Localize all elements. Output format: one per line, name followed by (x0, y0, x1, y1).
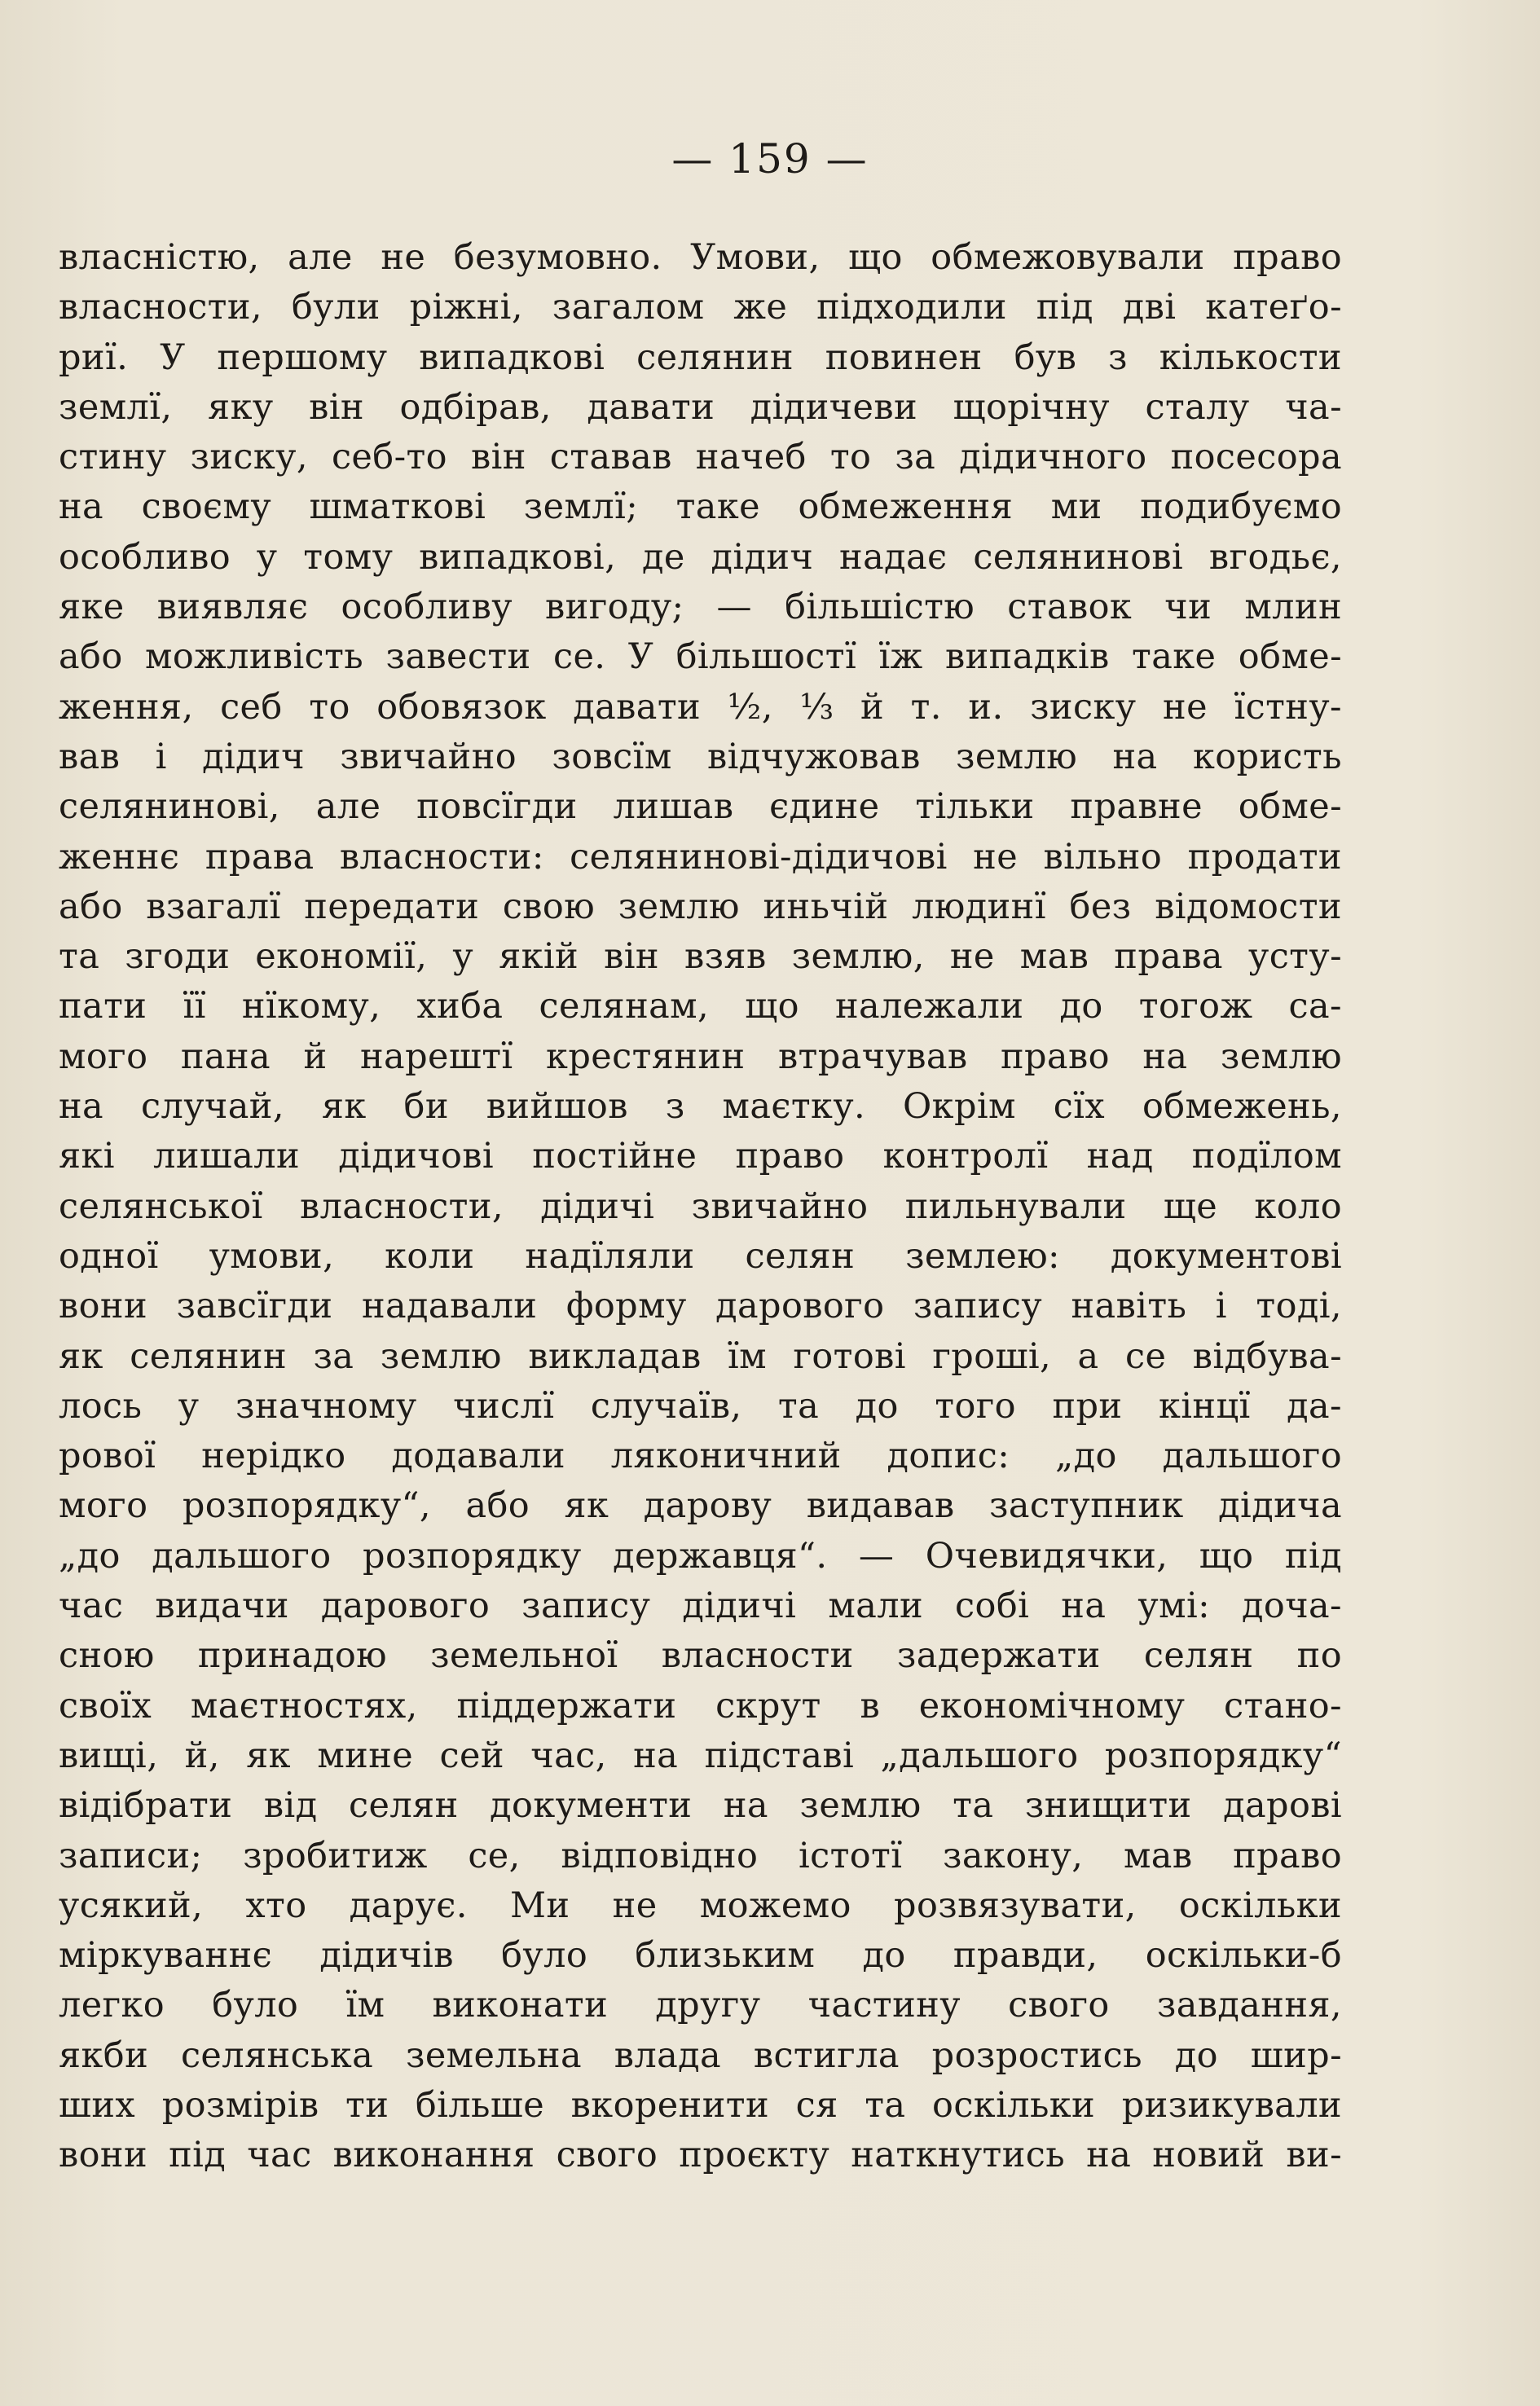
text-line: вищі, й, як мине сей час, на підставі „дальшого розпорядку“ (59, 1735, 1342, 1776)
text-line: та згоди економії, у якій він взяв землю, не мав права усту- (59, 936, 1342, 978)
text-line: на случай, як би вийшов з маєтку. Окрім сїх обмежень, (59, 1086, 1342, 1128)
text-line: землї, яку він одбірав, давати дідичеви щорічну сталу ча- (59, 386, 1342, 428)
text-line: власности, були ріжні, загалом же підходили під дві катеґо- (59, 287, 1342, 328)
page-number: — 159 — (671, 135, 869, 183)
text-line: яке виявляє особливу вигоду; — більшістю ставок чи млин (59, 587, 1342, 628)
text-line: риї. У першому випадкові селянин повинен був з кількости (59, 336, 1342, 378)
text-line: сною принадою земельної власности задержати селян по (59, 1635, 1342, 1677)
text-line: час видачи дарового запису дідичі мали собі на умі: доча- (59, 1586, 1342, 1627)
text-line: селянинові, але повсїгди лишав єдине тільки правне обме- (59, 786, 1342, 828)
text-line: одної умови, коли надїляли селян землею: документові (59, 1235, 1342, 1277)
text-line: ження, себ то обовязок давати ½, ⅓ й т. и. зиску не їстну- (59, 686, 1342, 728)
text-line: або взагалї передати свою землю иньчій людинї без відомости (59, 886, 1342, 927)
text-line: як селянин за землю викладав їм готові гроші, а се відбува- (59, 1335, 1342, 1377)
text-line: вав і дідич звичайно зовсїм відчужовав землю на користь (59, 736, 1342, 777)
text-line: міркуваннє дідичів було близьким до правди, оскільки-б (59, 1935, 1342, 1977)
text-line: ших розмірів ти більше вкоренити ся та оскільки ризикували (59, 2084, 1342, 2126)
text-line: або можливість завести се. У більшостї їж випадків таке обме- (59, 636, 1342, 678)
text-line: „до дальшого розпорядку державця“. — Очевидячки, що під (59, 1535, 1342, 1577)
text-line: записи; зробитиж се, відповідно істотї закону, мав право (59, 1835, 1342, 1876)
text-line: пати її нїкому, хиба селянам, що належали до тогож са- (59, 986, 1342, 1027)
text-line: на своєму шматкові землї; таке обмеження ми подибуємо (59, 486, 1342, 528)
text-line: які лишали дідичові постійне право контролї над подїлом (59, 1136, 1342, 1177)
text-line: власністю, але не безумовно. Умови, що обмежовували право (59, 237, 1342, 278)
text-line: якби селянська земельна влада встигла розростись до шир- (59, 2034, 1342, 2076)
text-line: женнє права власности: селянинові-дідичові не вільно продати (59, 836, 1342, 878)
text-line: особливо у тому випадкові, де дідич надає селянинові вгодьє, (59, 536, 1342, 578)
text-line: селянської власности, дідичі звичайно пильнували ще коло (59, 1185, 1342, 1227)
text-line: відібрати від селян документи на землю та знищити дарові (59, 1785, 1342, 1827)
text-line: мого розпорядку“, або як дарову видавав заступник дідича (59, 1485, 1342, 1527)
text-line: легко було їм виконати другу частину свого завдання, (59, 1985, 1342, 2026)
body-text (59, 233, 1342, 2181)
text-line: вони завсїгди надавали форму дарового запису навіть і тоді, (59, 1286, 1342, 1327)
text-line: рової нерідко додавали ляконичний допис: „до дальшого (59, 1436, 1342, 1477)
text-line: своїх маєтностях, піддержати скрут в економічному стано- (59, 1685, 1342, 1726)
text-line: усякий, хто дарує. Ми не можемо розвязувати, оскільки (59, 1885, 1342, 1926)
text-line: лось у значному числї случаїв, та до того при кінцї да- (59, 1385, 1342, 1427)
text-line: вони під час виконання свого проєкту наткнутись на новий ви- (59, 2135, 1342, 2176)
text-line: мого пана й нарештї крестянин втрачував право на землю (59, 1036, 1342, 1077)
text-line: стину зиску, себ-то він ставав начеб то за дідичного посесора (59, 437, 1342, 478)
